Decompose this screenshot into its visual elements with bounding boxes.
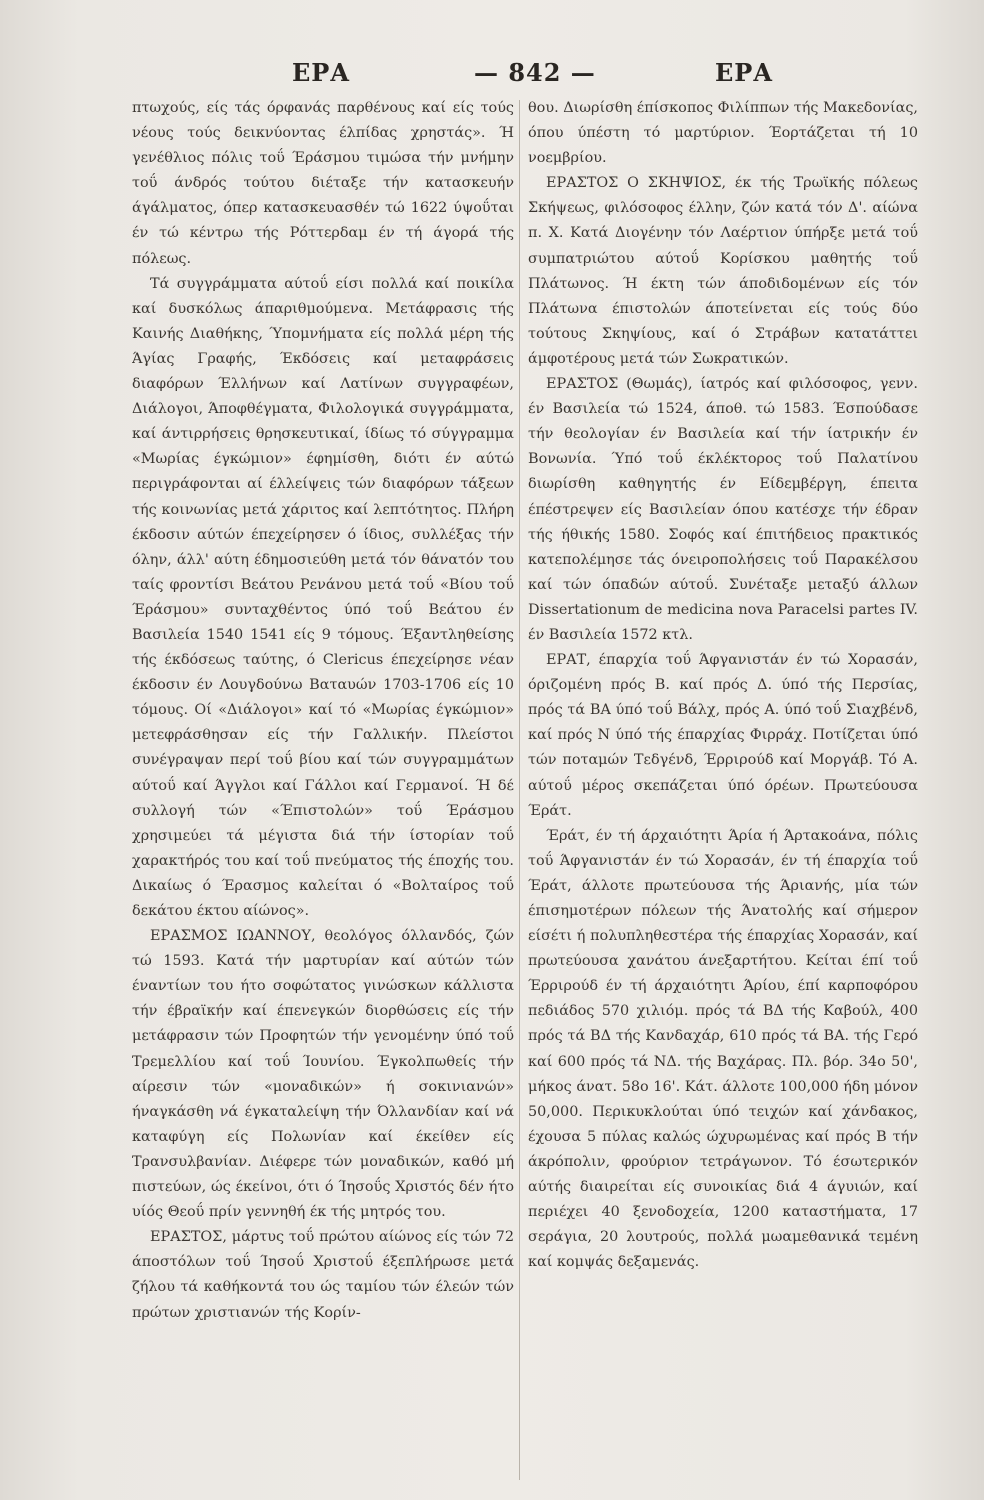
paragraph: Τά συγγράμματα αύτοΰ είσι πολλά καί ποικίλα καί δυσκόλως άπαριθμούμενα. Μετάφρασις τής Καινής Διαθήκης, Ύπομνήματα είς πολλά μέρη τής Άγίας Γραφής, Έκδόσεις καί μεταφράσεις διαφόρων Έλλήνων καί Λατίνων συγγραφέων, Διάλογοι, Άποφθέγματα, Φιλολογικά συγγράμματα, καί άντιρρήσεις θρησκευτικαί, ίδίως τό σύγγραμμα «Μωρίας έγκώμιον» έφημίσθη, διότι έν αύτώ περιγράφονται αί έλλείψεις τών διαφόρων τάξεων τής κοινωνίας μετά χάριτος καί λεπτότητος. Πλήρη έκδοσιν αύτών έπεχείρησεν ό ίδιος, συλλέξας τήν όλην, άλλ' αύτη έδημοσιεύθη μετά τόν θάνατόν του ταίς φροντίσι Βεάτου Ρενάνου μετά τοΰ «Βίου τοΰ Έράσμου» συνταχθέντος ύπό τοΰ Βεάτου έν Βασιλεία 1540 1541 είς 9 τόμους. Έξαντληθείσης τής έκδόσεως ταύτης, ό Clericus έπεχείρησε νέαν έκδοσιν έν Λουγδούνω Βαταυών 1703-1706 είς 10 τόμους. Οί «Διάλογοι» καί τό «Μωρίας έγκώμιον» μετεφράσθησαν είς τήν Γαλλικήν. Πλείστοι συνέγραψαν περί τοΰ βίου καί τών συγγραμμάτων αύτοΰ καί Άγγλοι καί Γάλλοι καί Γερμανοί. Ή δέ συλλογή τών «Έπιστολών» τοΰ Έράσμου χρησιμεύει τά μέγιστα διά τήν ίστορίαν τοΰ χαρακτήρός του καί τοΰ πνεύματος τής έποχής του. Δικαίως ό Έρασμος καλείται ό «Βολταίρος τοΰ δεκάτου έκτου αίώνος». — [132, 275, 514, 919]
header-right-word: ΕΡΑ — [715, 58, 773, 87]
paragraph-entry-erasmos-ioannou: ΕΡΑΣΜΟΣ ΙΩΑΝΝΟΥ, θεολόγος όλλανδός, ζών τώ 1593. Κατά τήν μαρτυρίαν καί αύτών τών έναντίων του ήτο σοφώτατος γινώσκων κάλλιστα τήν έβραϊκήν καί έπενεγκών διορθώσεις είς τήν μετάφρασιν τών Προφητών τήν γενομένην ύπό τοΰ Τρεμελλίου καί τοΰ Ίουνίου. Έγκολπωθείς τήν αίρεσιν τών «μοναδικών» ή σοκινιανών» ήναγκάσθη νά έγκαταλείψη τήν Όλλανδίαν καί νά καταφύγη είς Πολωνίαν καί έκείθεν είς Τρανσυλβανίαν. Διέφερε τών μοναδικών, καθό μή πιστεύων, ώς έκείνοι, ότι ό Ίησοΰς Χριστός δέν ήτο υίός Θεοΰ πρίν γεννηθή έκ τής μητρός του. — [132, 928, 514, 1221]
paragraph-entry-erastos-thomas: ΕΡΑΣΤΟΣ (Θωμάς), ίατρός καί φιλόσοφος, γενν. έν Βασιλεία τώ 1524, άποθ. τώ 1583. Έσπούδασε τήν θεολογίαν έν Βασιλεία καί τήν ίατρικήν έν Βονωνία. Ύπό τοΰ έκλέκτορος τοΰ Παλατίνου διωρίσθη καθηγητής έν Είδεμβέργη, έπειτα έπέστρεψεν είς Βασιλείαν όπου κατέσχε τήν έδραν τής ήθικής 1580. Σοφός καί έπιτήδειος πρακτικός κατεπολέμησε τάς όνειροπολήσεις τοΰ Παρακέλσου καί τών όπαδών αύτοΰ. Συνέταξε μεταξύ άλλων Dissertationum de medicina nova Paracelsi partes IV. έν Βασιλεία 1572 κτλ. — [528, 376, 918, 643]
page-number: — 842 — — [474, 58, 596, 87]
paragraph: πτωχούς, είς τάς όρφανάς παρθένους καί είς τούς νέους τούς δεικνύοντας έλπίδας χρηστάς». Ή γενέθλιος πόλις τοΰ Έράσμου τιμώσα τήν μνήμην τοΰ άνδρός τούτου διέταξε τήν κατασκευήν άγάλματος, όπερ κατασκευασθέν τώ 1622 ύψοΰται έν τώ κέντρω τής Ρόττερδαμ έν τή άγορά τής πόλεως. — [132, 100, 514, 267]
right-column — [528, 96, 918, 1491]
left-column — [132, 96, 514, 1491]
paragraph-entry-erat-province: ΕΡΑΤ, έπαρχία τοΰ Άφγανιστάν έν τώ Χορασάν, όριζομένη πρός Β. καί πρός Δ. ύπό τής Περσίας, πρός τά ΒΑ ύπό τοΰ Βάλχ, πρός Α. ύπό τοΰ Σιαχβένδ, καί πρός Ν ύπό τής έπαρχίας Φιρράχ. Ποτίζεται ύπό τών ποταμών Τεδγένδ, Έρριρούδ καί Μοργάβ. Τό Α. αύτοΰ μέρος σκεπάζεται ύπό όρέων. Πρωτεύουσα Έράτ. — [528, 652, 918, 819]
header-left-word: ΕΡΑ — [292, 58, 350, 87]
paragraph-entry-erastos-martyr: ΕΡΑΣΤΟΣ, μάρτυς τοΰ πρώτου αίώνος είς τών 72 άποστόλων τοΰ Ίησοΰ Χριστοΰ έξεπλήρωσε μετά ζήλου τά καθήκοντά του ώς ταμίου τών έλεών τών πρώτων χριστιανών τής Κορίν- — [132, 1229, 514, 1321]
paragraph: θου. Διωρίσθη έπίσκοπος Φιλίππων τής Μακεδονίας, όπου ύπέστη τό μαρτύριον. Έορτάζεται τή 10 νοεμβρίου. — [528, 100, 918, 167]
paragraph-entry-erastos-skepsios: ΕΡΑΣΤΟΣ Ο ΣΚΗΨΙΟΣ, έκ τής Τρωϊκής πόλεως Σκήψεως, φιλόσοφος έλλην, ζών κατά τόν Δ'. αίώνα π. Χ. Κατά Διογένην τόν Λαέρτιον ύπήρξε μετά τοΰ συμπατριώτου αύτοΰ Κορίσκου μαθητής τοΰ Πλάτωνος. Ή έκτη τών άποδιδομένων είς τόν Πλάτωνα έπιστολών άποτείνεται είς τούς δύο τούτους Σκηψίους, καί ό Στράβων κατατάττει άμφοτέρους μετά τών Σωκρατικών. — [528, 175, 918, 367]
running-header — [0, 58, 984, 94]
paragraph-entry-erat-city: Έράτ, έν τή άρχαιότητι Άρία ή Άρτακοάνα, πόλις τοΰ Άφγανιστάν έν τώ Χορασάν, έν τή έπαρχία τοΰ Έράτ, άλλοτε πρωτεύουσα τής Άριανής, μία τών έπισημοτέρων πόλεων τής Άνατολής καί σήμερον είσέτι ή πολυπληθεστέρα τής έπαρχίας Χορασάν, καί πρωτεύουσα χανάτου άνεξαρτήτου. Κείται έπί τοΰ Έρριρούδ έν τή άρχαιότητι Άρίου, έπί καρποφόρου πεδιάδος 570 χιλιόμ. πρός τά ΒΔ τής Καβούλ, 400 πρός τά ΒΔ τής Κανδαχάρ, 610 πρός τά ΒΑ. τής Γερό καί 600 πρός τά ΝΔ. τής Βαχάρας. Πλ. βόρ. 34ο 50', μήκος άνατ. 58ο 16'. Κάτ. άλλοτε 100,000 ήδη μόνον 50,000. Περικυκλούται ύπό τειχών καί χάνδακος, έχουσα 5 πύλας καλώς ώχυρωμένας καί πρός Β τήν άκρόπολιν, φρούριον τετράγωνον. Τό έσωτερικόν αύτής διαιρείται είς συνοικίας διά 4 άγυιών, καί περιέχει 40 ξενοδοχεία, 1200 καταστήματα, 17 σεράγια, 20 λουτρούς, πολλά μωαμεθανικά τεμένη καί κομψάς δεξαμενάς. — [528, 827, 918, 1271]
column-divider — [519, 100, 520, 1480]
